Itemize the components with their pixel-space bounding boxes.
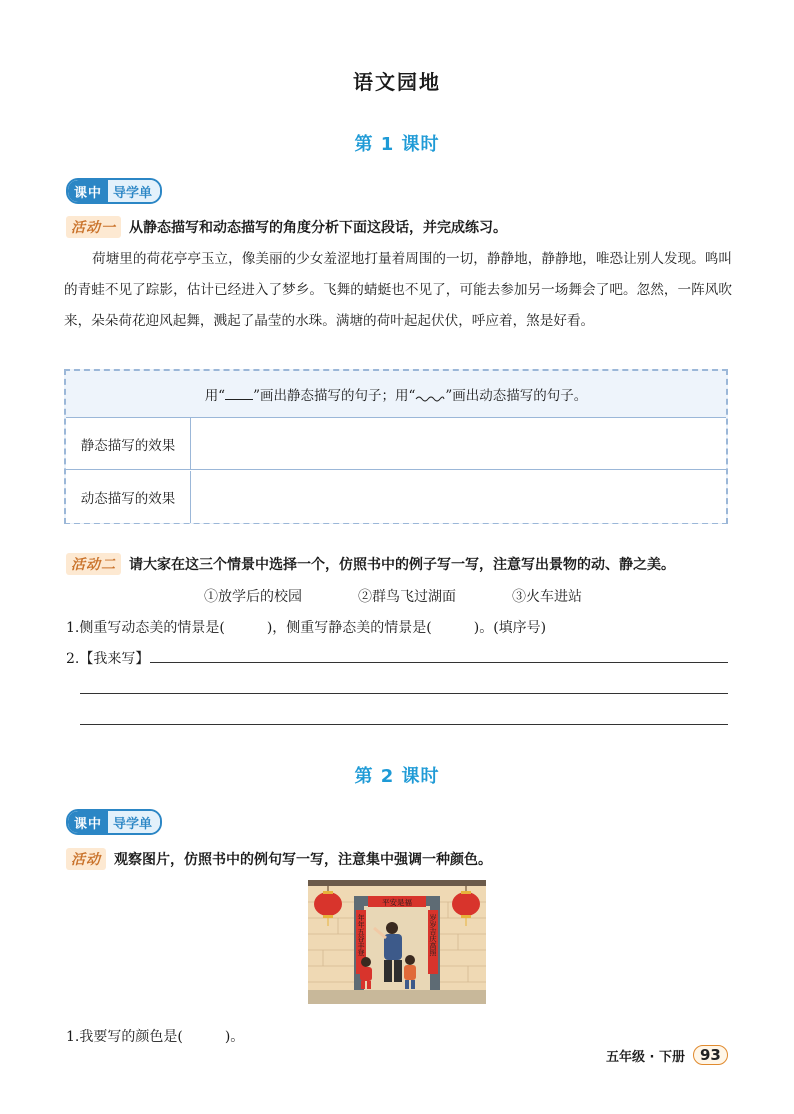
- effect-table: [66, 417, 726, 523]
- writing-line[interactable]: [80, 724, 728, 725]
- badge-in-class: 课中: [68, 811, 108, 833]
- grade-label: 五年级 · 下册: [606, 1049, 685, 1065]
- box-instruction-part-2: ”画出静态描写的句子；用“: [253, 388, 416, 404]
- activity-2-header: [66, 553, 675, 575]
- page-footer: [606, 1045, 728, 1065]
- passage-paragraph: 荷塘里的荷花亭亭玉立，像美丽的少女羞涩地打量着周围的一切，静静地，静静地，唯恐让别人发现。鸣叫的青蛙不见了踪影，估计已经进入了梦乡。飞舞的蜻蜓也不见了，可能去参加另一场舞会了吧。忽然，一阵风吹来，朵朵荷花迎风起舞，溅起了晶莹的水珠。满塘的荷叶起起伏伏，呼应着，煞是好看。: [64, 251, 732, 329]
- activity-3-header: [66, 848, 492, 870]
- writing-line[interactable]: [150, 662, 728, 663]
- lesson-1-title: 第 1 课时: [354, 134, 440, 155]
- option-2: ②群鸟飞过湖面: [358, 589, 456, 605]
- activity-3-label: 活动: [66, 848, 106, 870]
- couplet-left-text: 年年五谷丰登: [357, 914, 365, 956]
- activity-2-instruction: 请大家在这三个情景中选择一个，仿照书中的例子写一写，注意写出景物的动、静之美。: [129, 557, 675, 573]
- table-row-label: 静态描写的效果: [66, 418, 191, 469]
- couplet-right-text: 岁岁吉庆高照: [429, 914, 437, 956]
- lesson-2-title: 第 2 课时: [354, 766, 440, 787]
- option-1: ①放学后的校园: [204, 589, 302, 605]
- box-instruction: [66, 384, 726, 404]
- badge-guide-sheet: 导学单: [108, 180, 160, 202]
- question-2-prefix: 2.【我来写】: [66, 651, 150, 667]
- badge-guide-sheet: 导学单: [108, 811, 160, 833]
- question-1-dynamic-static: 1.侧重写动态美的情景是( )，侧重写静态美的情景是( )。(填序号): [66, 620, 547, 636]
- straight-underline-sample: [225, 389, 253, 400]
- table-row-dynamic: [66, 471, 726, 523]
- wavy-underline-sample: [415, 394, 445, 404]
- box-instruction-part-1: 用“: [204, 388, 226, 404]
- activity-3-instruction: 观察图片，仿照书中的例句写一写，注意集中强调一种颜色。: [114, 852, 492, 868]
- activity-1-header: [66, 216, 507, 238]
- option-3: ③火车进站: [512, 589, 582, 605]
- activity-1-instruction: 从静态描写和动态描写的角度分析下面这段话，并完成练习。: [129, 220, 507, 236]
- table-row-static: [66, 418, 726, 470]
- badge-in-class: 课中: [68, 180, 108, 202]
- lesson-2-badge: [66, 809, 162, 835]
- page-number: 93: [693, 1045, 728, 1065]
- page-title: 语文园地: [353, 70, 441, 94]
- lesson-1-badge: [66, 178, 162, 204]
- table-row-label: 动态描写的效果: [66, 471, 191, 523]
- banner-top-text: 平安是福: [382, 898, 412, 907]
- box-instruction-part-3: ”画出动态描写的句子。: [445, 388, 588, 404]
- activity-1-label: 活动一: [66, 216, 121, 238]
- activity-2-label: 活动二: [66, 553, 121, 575]
- question-color: 1.我要写的颜色是( )。: [66, 1029, 245, 1045]
- new-year-illustration: [308, 880, 486, 1004]
- writing-line[interactable]: [80, 693, 728, 694]
